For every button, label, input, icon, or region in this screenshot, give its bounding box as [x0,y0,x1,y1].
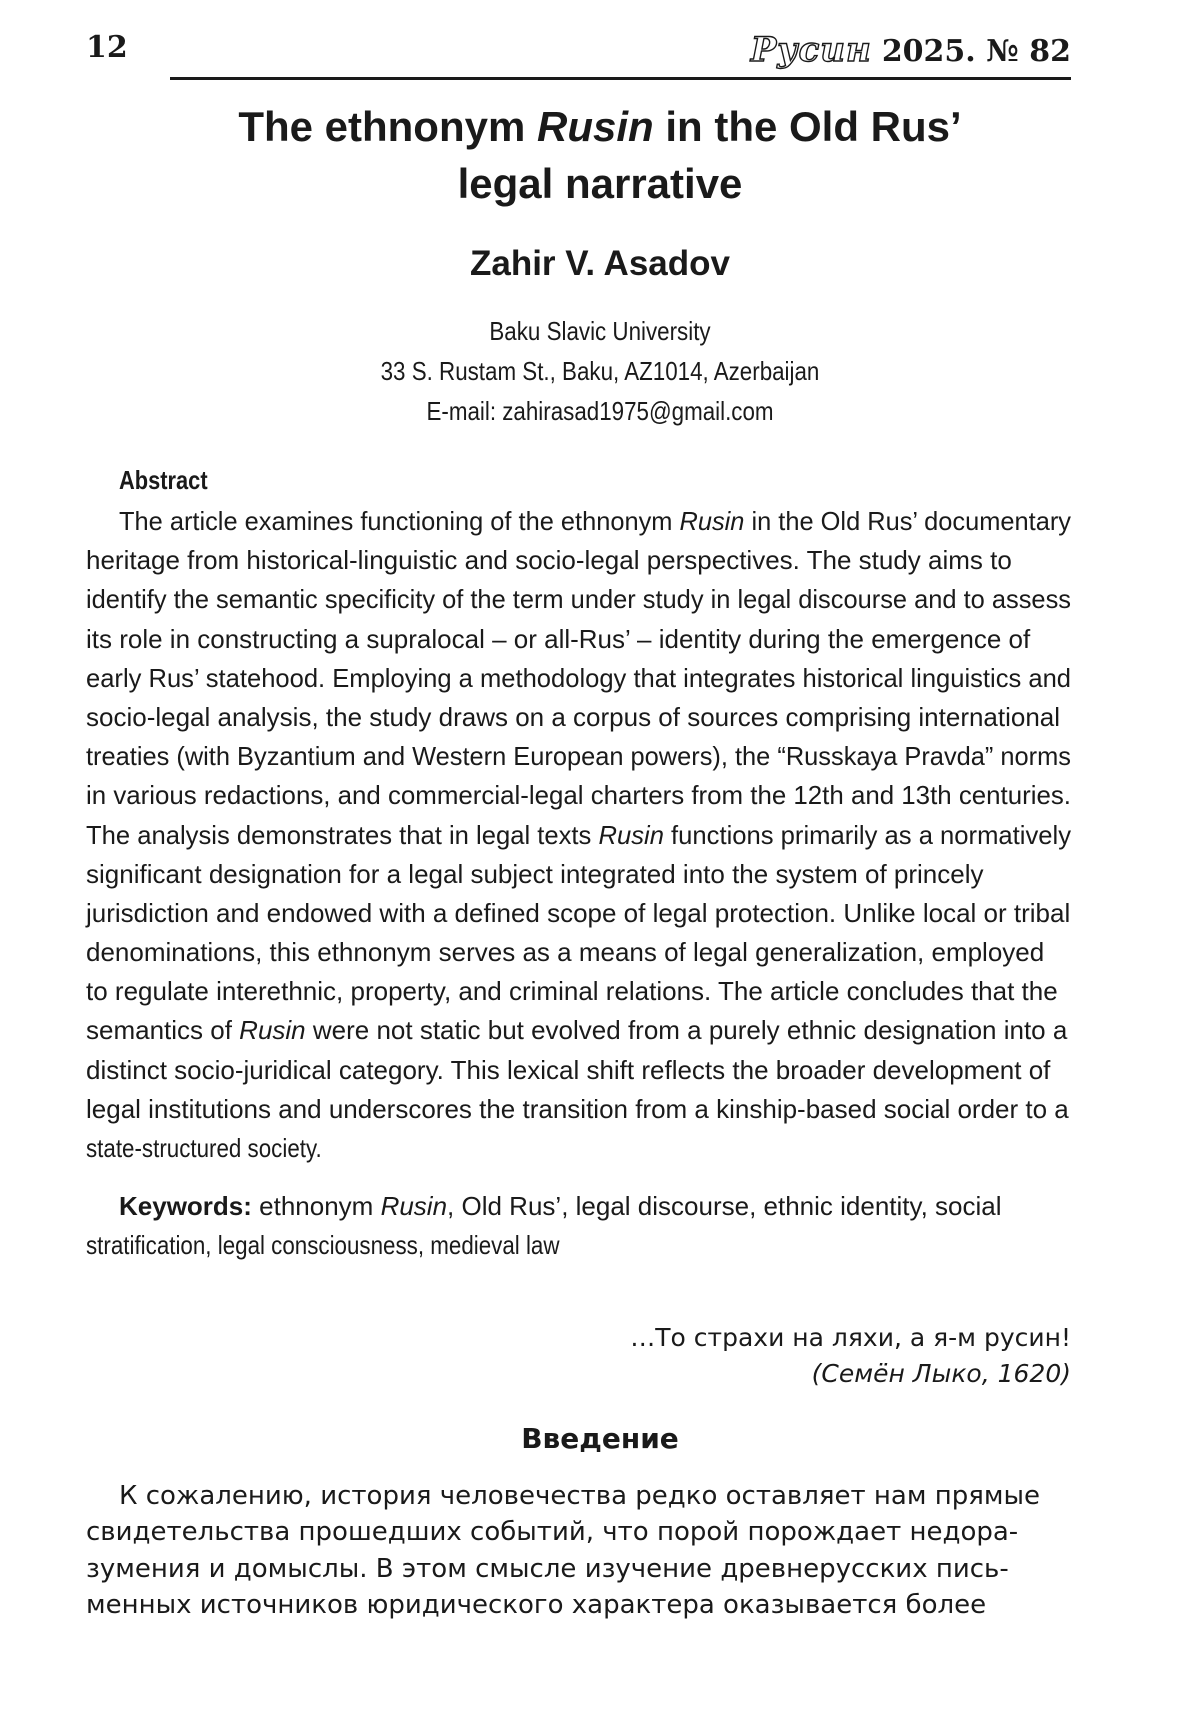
abstract-line: heritage from historical-linguistic and socio-legal perspectives. The study aims to [86,545,1012,576]
affiliation-email: E-mail: zahirasad1975@gmail.com [426,396,774,426]
intro-line: менных источников юридического характера оказывается более [86,1589,987,1620]
abstract-line: semantics of Rusin were not static but evolved from a purely ethnic designation into a [86,1015,1068,1046]
affiliation-address: 33 S. Rustam St., Baku, AZ1014, Azerbaijan [380,356,820,386]
abstract-line: identify the semantic specificity of the term under study in legal discourse and to assess [86,584,1071,615]
keywords-line: Keywords: ethnonym Rusin, Old Rus’, legal discourse, ethnic identity, social [119,1191,1002,1221]
intro-line: свидетельства прошедших событий, что порой порождает недора- [86,1517,1019,1548]
abstract-heading: Abstract [119,465,208,495]
keywords-line: stratification, legal consciousness, medieval law [86,1230,560,1261]
abstract-body [86,502,1071,1168]
header-rule [170,77,1071,80]
keywords-block [86,1187,1071,1265]
abstract-line: in various redactions, and commercial-legal charters from the 12th and 13th centuries. [86,780,1071,811]
author-name: Zahir V. Asadov [469,244,730,283]
abstract-line: its role in constructing a supralocal – or all-Rus’ – identity during the emergence of [86,623,1031,654]
abstract-line: distinct socio-juridical category. This lexical shift reflects the broader development of [86,1054,1051,1085]
affiliation-university: Baku Slavic University [489,316,711,346]
abstract-line: jurisdiction and endowed with a defined scope of legal protection. Unlike local or tribal [86,897,1071,928]
abstract-line: treaties (with Byzantium and Western European powers), the “Russkaya Pravda” norms [86,741,1071,772]
introduction-body [86,1478,1071,1623]
abstract-line: denominations, this ethnonym serves as a means of legal generalization, employed [86,937,1045,968]
article-title [150,98,1050,212]
page-number: 12 [86,30,128,65]
keywords-label: Keywords: [119,1191,252,1221]
abstract-line: to regulate interethnic, property, and criminal relations. The article concludes that the [86,976,1058,1007]
journal-logo: Русин [750,30,872,70]
abstract-line: legal institutions and underscores the transition from a kinship-based social order to a [86,1093,1069,1124]
abstract-line: The article examines functioning of the ethnonym Rusin in the Old Rus’ documentary [119,506,1071,536]
epigraph-quote: …То страхи на ляхи, а я-м русин! [630,1323,1071,1352]
title-line-1: The ethnonym Rusin in the Old Rus’ [238,103,962,150]
abstract-line: socio-legal analysis, the study draws on a corpus of sources comprising international [86,701,1061,732]
abstract-line: significant designation for a legal subject integrated into the system of princely [86,858,984,889]
journal-masthead [751,30,1071,70]
abstract-line: state-structured society. [86,1133,322,1163]
issue-label: 2025. № 82 [881,34,1071,69]
epigraph [630,1320,1071,1392]
abstract-line: The analysis demonstrates that in legal texts Rusin functions primarily as a normatively [86,819,1071,850]
title-line-2: legal narrative [457,160,743,207]
intro-line: К сожалению, история человечества редко оставляет нам прямые [119,1481,1040,1511]
epigraph-source: (Семён Лыко, 1620) [811,1359,1071,1388]
abstract-line: early Rus’ statehood. Employing a methodology that integrates historical linguistics and [86,662,1071,693]
intro-line: зумения и домыслы. В этом смысле изучение древнерусских пись- [86,1553,1009,1584]
author-affiliation [213,311,987,431]
section-heading: Введение [521,1422,679,1455]
running-header [86,28,1071,80]
